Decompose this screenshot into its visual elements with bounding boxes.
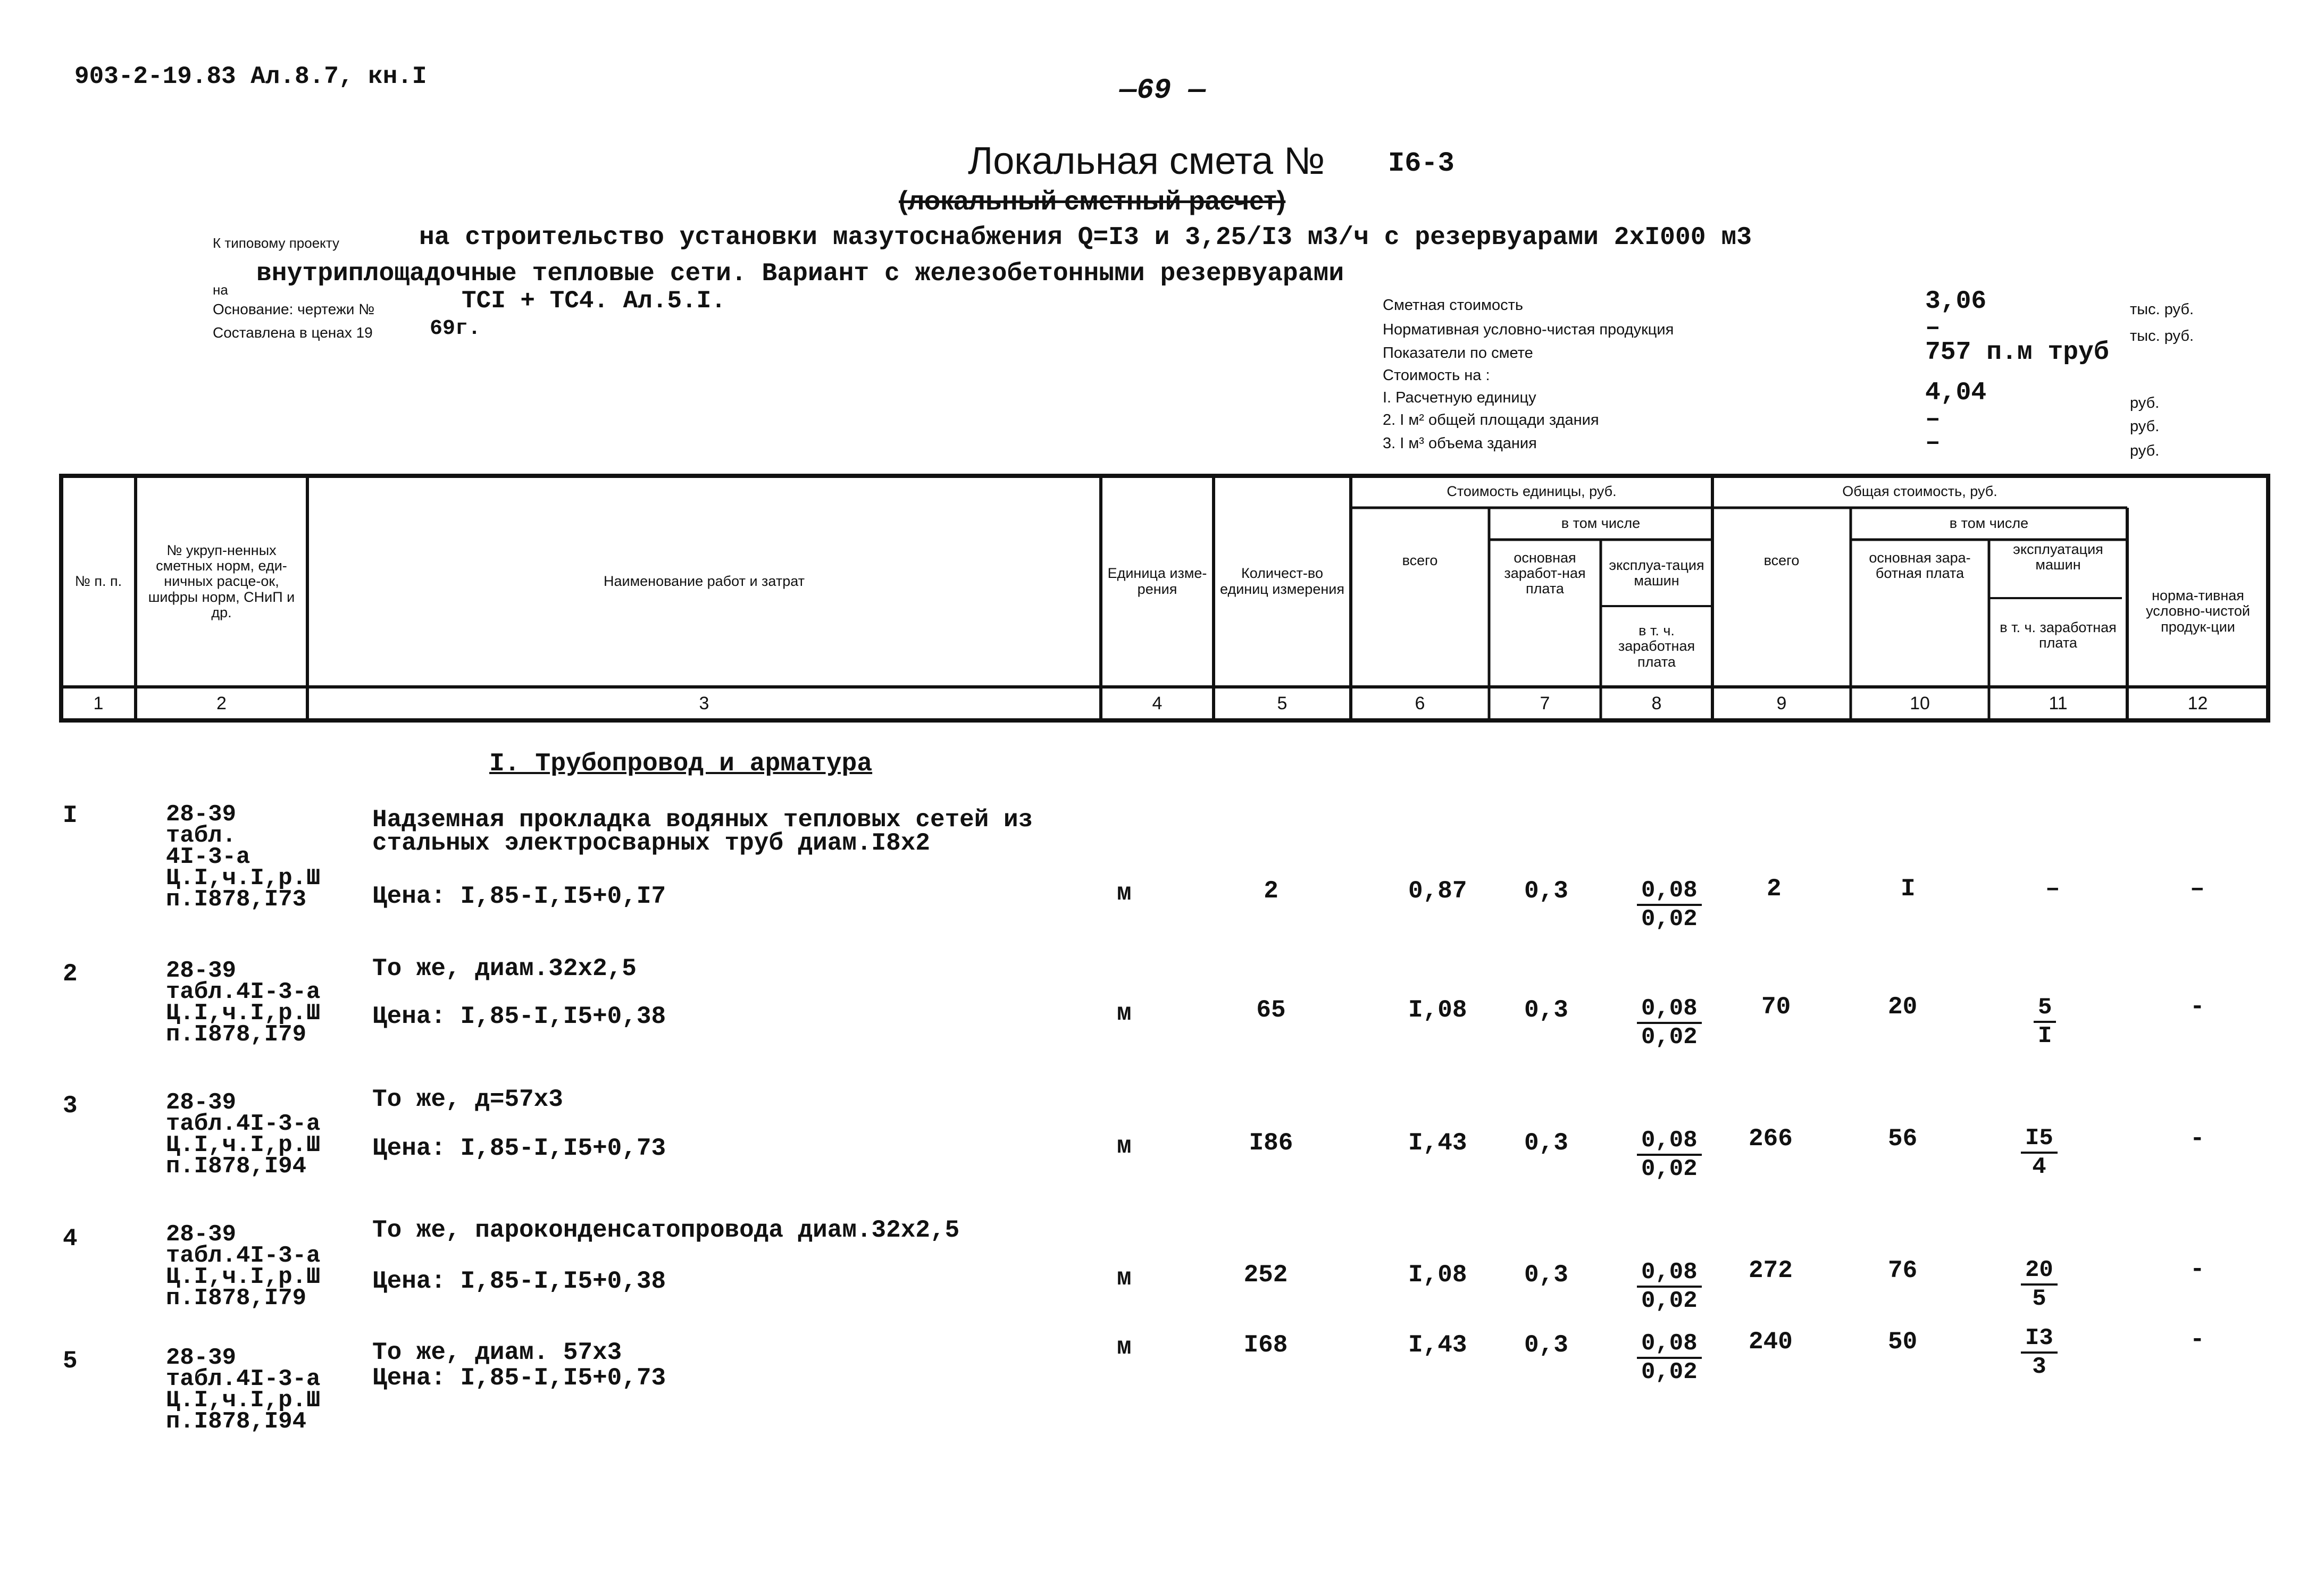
row-price-formula: Цена: I,85-I,I5+0,I7 [372,883,666,910]
project-value: на строительство установки мазутоснабжения Q=I3 и 3,25/I3 м3/ч с резервуарами 2хI000 м3 [419,223,1752,252]
row-number: 4 [63,1225,78,1253]
col-number: 12 [2187,693,2208,713]
row-unit-machines: $\frac{0,08}{0,02}$ [1637,1127,1702,1182]
row-unit-total: 0,87 [1408,877,1467,905]
row-total: 240 [1749,1328,1793,1356]
row-number: 5 [63,1347,78,1375]
row-unit: м [1117,1264,1132,1292]
col-group-unit-cost: Стоимость единицы, руб. [1447,483,1617,500]
col-header-unit-machines-wage: в т. ч. заработная плата [1618,623,1695,670]
row-total-machines: $\frac{I3}{3}$ [2021,1325,2058,1380]
row-unit-total: I,43 [1408,1331,1467,1359]
row-description: То же, пароконденсатопровода диам.32х2,5 [372,1216,960,1244]
col-header-number: № п. п. [74,573,122,589]
row-description: То же, диам.32х2,5 [372,955,637,983]
row-unit: м [1117,879,1132,907]
row-total-wage: 76 [1888,1257,1918,1284]
indicator-unit: руб. [2130,394,2160,412]
indicator-label: Сметная стоимость [1383,297,1523,314]
col-group-total-cost: Общая стоимость, руб. [1842,483,1997,500]
object-label: на [213,282,228,298]
row-unit-wage: 0,3 [1524,1129,1568,1157]
col-header-unit: Единица изме-рения [1107,565,1207,597]
row-total-machines: $\frac{I5}{4}$ [2021,1125,2058,1180]
row-description: То же, диам. 57х3 [372,1339,622,1366]
col-header-norm-ref: № укруп-ненных сметных норм, еди-ничных расце-ок, шифры норм, СНиП и др. [148,542,295,620]
indicator-label: I. Расчетную единицу [1383,389,1536,406]
row-number: 2 [63,960,78,988]
project-label: К типовому проекту [213,235,340,251]
row-quantity: 2 [1264,877,1278,905]
row-unit-wage: 0,3 [1524,1331,1568,1359]
row-total-wage: I [1901,875,1916,903]
page-subtitle: (локальный сметный расчет) [899,186,1286,215]
row-quantity: 252 [1243,1261,1288,1289]
row-normative: - [2190,993,2205,1021]
col-number: 5 [1277,693,1288,713]
row-norm-ref: 28-39 табл.4I-3-а Ц.I,ч.I,р.Ш п.I878,I79 [166,1221,321,1312]
col-subgroup-including: в том числе [1949,515,2029,532]
row-unit-machines: $\frac{0,08}{0,02}$ [1637,1259,1702,1314]
row-norm-ref: 28-39 табл.4I-3-а Ц.I,ч.I,р.Ш п.I878,I94 [166,1345,321,1435]
row-unit-wage: 0,3 [1524,1261,1568,1289]
row-quantity: 65 [1256,996,1286,1024]
page-title: Локальная смета № [968,140,1325,182]
indicator-unit: тыс. руб. [2130,301,2194,318]
row-total: 70 [1761,993,1791,1021]
col-number: 6 [1415,693,1425,713]
indicator-label: 3. I м³ объема здания [1383,435,1537,452]
col-header-work-name: Наименование работ и затрат [603,573,805,589]
prices-year-label: Составлена в ценах 19 [213,324,373,341]
indicator-label: 2. I м² общей площади здания [1383,412,1599,429]
row-number: 3 [63,1092,78,1120]
prices-year-value: 69г. [430,317,481,341]
row-price-formula: Цена: I,85-I,I5+0,38 [372,1003,666,1030]
row-total: 266 [1749,1125,1793,1153]
col-number: 4 [1152,693,1163,713]
col-number: 8 [1651,693,1662,713]
row-unit-wage: 0,3 [1524,996,1568,1024]
row-quantity: I86 [1249,1129,1293,1157]
row-unit-total: I,08 [1408,996,1467,1024]
col-number: 2 [216,693,227,713]
object-value: внутриплощадочные тепловые сети. Вариант с железобетонными резервуарами [256,259,1344,288]
col-number: 3 [699,693,709,713]
row-norm-ref: 28-39 табл.4I-3-а Ц.I,ч.I,р.Ш п.I878,I94 [166,1089,321,1180]
col-number: 7 [1540,693,1550,713]
row-unit: м [1117,1333,1132,1361]
row-normative: - [2190,1326,2205,1354]
section-title: I. Трубопровод и арматура [489,750,873,778]
row-unit-total: I,08 [1408,1261,1467,1289]
col-header-total: всего [1763,552,1800,569]
col-header-unit-wage: основная заработ-ная плата [1504,550,1586,597]
col-header-normative-product: норма-тивная условно-чистой продук-ции [2146,587,2250,635]
page-number: —69 — [1119,74,1206,107]
row-unit-machines: $\frac{0,08}{0,02}$ [1637,1330,1702,1386]
row-total-wage: 56 [1888,1125,1918,1153]
row-price-formula: Цена: I,85-I,I5+0,38 [372,1267,666,1295]
indicator-unit: руб. [2130,418,2160,435]
basis-label: Основание: чертежи № [213,301,375,317]
col-number: 10 [1910,693,1930,713]
indicator-value: 3,06 [1925,287,1987,316]
col-header-total-machines-wage: в т. ч. заработная плата [2000,619,2117,651]
row-unit-total: I,43 [1408,1129,1467,1157]
row-normative: - [2190,1125,2205,1153]
row-number: I [63,802,78,829]
indicator-value: – [1925,429,1941,457]
row-normative: - [2190,1256,2205,1283]
row-total-wage: 50 [1888,1328,1918,1356]
row-norm-ref: 28-39 табл. 4I-3-а Ц.I,ч.I,р.Ш п.I878,I73 [166,801,321,913]
document-id: 903-2-19.83 Ал.8.7, кн.I [74,63,427,90]
basis-value: ТСI + ТС4. Ал.5.I. [462,287,726,315]
row-quantity: I68 [1243,1331,1288,1359]
col-subgroup-including: в том числе [1561,515,1641,532]
row-unit-wage: 0,3 [1524,877,1568,905]
col-number: 1 [93,693,104,713]
col-header-total-wage: основная зара-ботная плата [1869,550,1971,582]
row-total: 272 [1749,1257,1793,1284]
col-number: 11 [2049,693,2068,713]
row-price-formula: Цена: I,85-I,I5+0,73 [372,1364,666,1392]
row-unit-machines: $\frac{0,08}{0,02}$ [1637,995,1702,1051]
row-total-wage: 20 [1888,993,1918,1021]
col-header-quantity: Количест-во единиц измерения [1220,565,1344,597]
row-normative: – [2190,875,2205,903]
col-header-total-machines: эксплуатация машин [2013,541,2103,573]
row-description: Надземная прокладка водяных тепловых сетей из стальных электросварных труб диам.I8х2 [372,806,1033,857]
row-norm-ref: 28-39 табл.4I-3-а Ц.I,ч.I,р.Ш п.I878,I79 [166,958,321,1048]
row-price-formula: Цена: I,85-I,I5+0,73 [372,1135,666,1162]
indicator-value: 757 п.м труб [1925,338,2109,367]
row-unit: м [1117,1000,1132,1027]
col-header-unit-total: всего [1402,552,1438,569]
row-description: То же, д=57х3 [372,1086,563,1113]
col-header-unit-machines: эксплуа-тация машин [1609,557,1704,589]
estimate-number: I6-3 [1388,148,1454,179]
row-total-machines: $\frac{5}{I}$ [2034,994,2056,1050]
row-unit-machines: $\frac{0,08}{0,02}$ [1637,877,1702,933]
indicator-label: Нормативная условно-чистая продукция [1383,321,1674,338]
col-number: 9 [1776,693,1787,713]
indicator-label: Показатели по смете [1383,345,1533,362]
indicator-unit: руб. [2130,442,2160,459]
indicator-value: 4,04 [1925,379,1987,407]
row-unit: м [1117,1132,1132,1160]
indicator-unit: тыс. руб. [2130,328,2194,345]
row-total: 2 [1767,875,1782,903]
row-total-machines: – [2045,875,2060,903]
indicator-label: Стоимость на : [1383,367,1490,384]
row-total-machines: $\frac{20}{5}$ [2021,1257,2058,1312]
indicator-value: – [1925,314,1941,342]
indicator-value: – [1925,405,1941,434]
